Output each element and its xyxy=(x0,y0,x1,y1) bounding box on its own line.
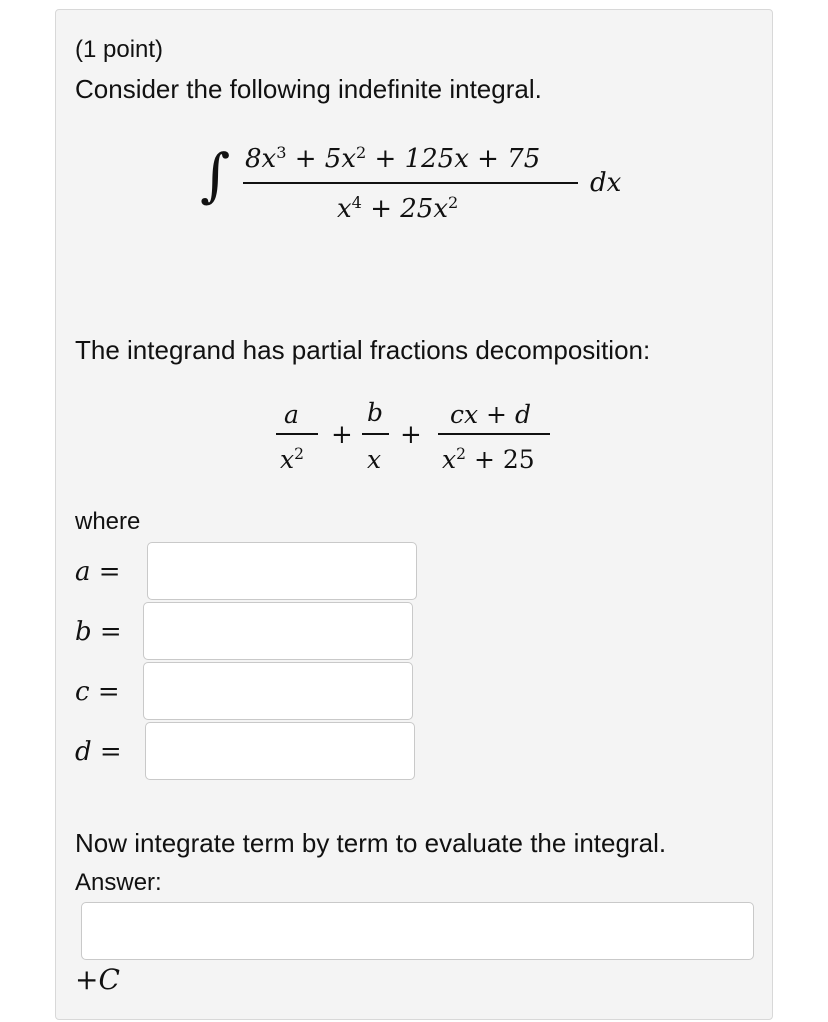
fraction-1-numerator: a xyxy=(284,400,299,429)
fraction-1-den-var: x xyxy=(280,445,295,474)
coefficient-c-label: c = xyxy=(75,677,120,707)
fraction-3-den-exp: 2 xyxy=(456,445,466,464)
coefficient-b-input[interactable] xyxy=(143,602,413,660)
denominator-term-1: x xyxy=(337,194,352,224)
numerator-term-1: 8x xyxy=(245,144,277,174)
fraction-1-bar xyxy=(276,433,318,435)
fraction-1-den-exp: 2 xyxy=(294,445,304,464)
points-label: (1 point) xyxy=(75,36,164,63)
coefficient-a-label: a = xyxy=(75,557,121,587)
fraction-3-denominator xyxy=(442,447,535,472)
integrate-instruction: Now integrate term by term to evaluate the integral. xyxy=(75,828,667,858)
integral-numerator xyxy=(245,143,541,174)
fraction-3-bar xyxy=(438,433,550,435)
fraction-2-bar xyxy=(362,433,389,435)
coefficient-a-input[interactable] xyxy=(147,542,417,600)
fraction-3-numerator: cx + d xyxy=(450,400,531,429)
coefficient-d-input[interactable] xyxy=(145,722,415,780)
numerator-term-3: + 125x + 75 xyxy=(374,144,541,174)
numerator-exp-2: 2 xyxy=(356,143,367,163)
integral-sign: ∫ xyxy=(200,141,231,209)
denominator-exp-1: 4 xyxy=(351,193,362,213)
coefficient-b-label: b = xyxy=(75,617,122,647)
fraction-2-denominator: x xyxy=(367,445,382,474)
answer-label: Answer: xyxy=(75,869,162,896)
differential: dx xyxy=(590,168,622,198)
decomposition-intro: The integrand has partial fractions decomposition: xyxy=(75,335,651,365)
coefficient-c-input[interactable] xyxy=(143,662,413,720)
fraction-3-den-rest: + 25 xyxy=(473,445,535,474)
denominator-exp-2: 2 xyxy=(447,193,459,213)
integral-fraction-bar xyxy=(243,182,578,184)
integral-denominator xyxy=(337,193,459,224)
plus-sign-1: + xyxy=(331,420,353,450)
fraction-2-numerator: b xyxy=(367,398,384,427)
integral-answer-input[interactable] xyxy=(81,902,754,960)
denominator-term-2: + 25x xyxy=(370,194,448,224)
fraction-3-den-var: x xyxy=(442,445,457,474)
plus-sign-2: + xyxy=(400,420,422,450)
numerator-exp-1: 3 xyxy=(276,143,287,163)
fraction-1-denominator xyxy=(280,447,304,472)
problem-prompt: Consider the following indefinite integral. xyxy=(75,74,542,104)
numerator-term-2: + 5x xyxy=(294,144,356,174)
where-label: where xyxy=(75,508,141,535)
constant-of-integration: +C xyxy=(75,963,120,996)
coefficient-d-label: d = xyxy=(75,737,122,767)
